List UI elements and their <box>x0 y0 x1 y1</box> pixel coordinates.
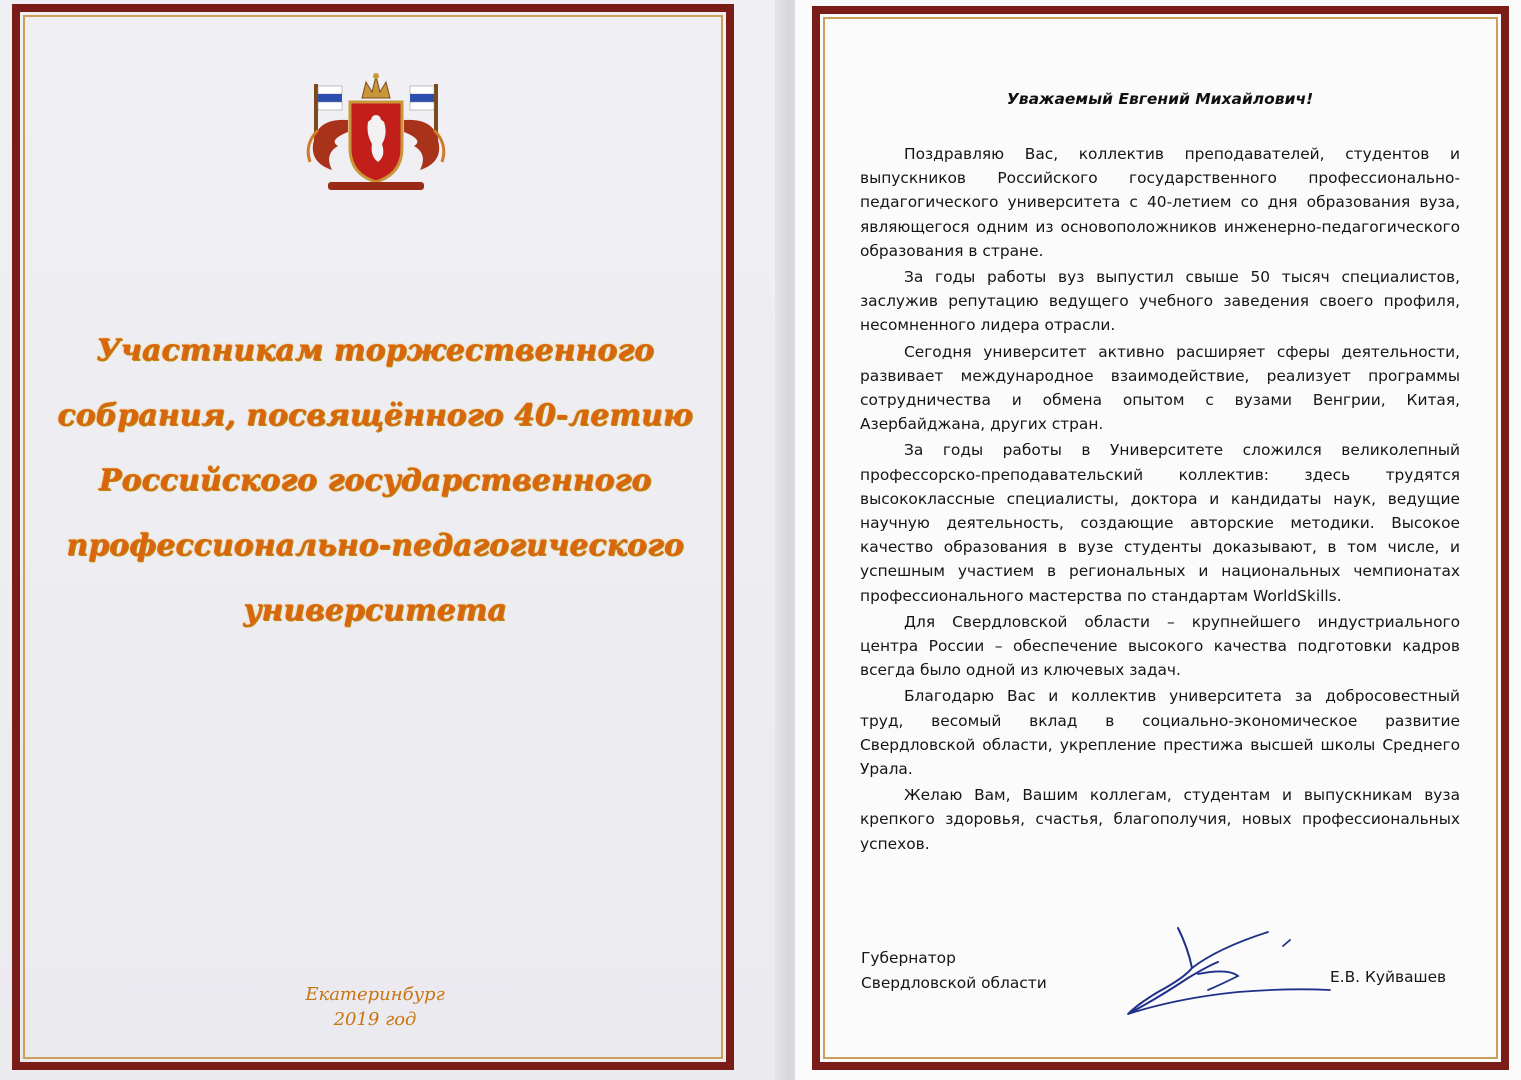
signer-name: Е.В. Куйвашев <box>1330 968 1447 986</box>
signer-title <box>861 946 1121 995</box>
letter-paragraph: Благодарю Вас и коллектив университета за добросовестный труд, весомый вклад в социально-экономическое развитие Свердловской области, укрепление престижа высшей школы Среднего Урала. <box>860 687 1460 779</box>
letter-paragraph: Для Свердловской области – крупнейшего индустриального центра России – обеспечение высокого качества подготовки кадров всегда было одной из ключевых задач. <box>860 612 1460 680</box>
handwritten-signature <box>1118 918 1333 1028</box>
coat-of-arms-icon <box>288 70 464 196</box>
letter-body <box>860 142 1460 858</box>
letter-paragraph: Сегодня университет активно расширяет сферы деятельности, развивает международное взаимодействие, реализует программы сотрудничества и обмена опытом с вузами Венгрии, Китая, Азербайджана, других стран. <box>860 342 1460 434</box>
dedication-line: университета <box>243 593 507 628</box>
letter-paragraph: За годы работы вуз выпустил свыше 50 тысяч специалистов, заслужив репутацию ведущего учебного заведения своего профиля, несомненного лидера отрасли. <box>860 268 1460 335</box>
dedication-line: профессионально-педагогического <box>66 528 684 563</box>
greeting: Уважаемый Евгений Михайлович! <box>1006 90 1314 108</box>
letter-paragraph: Поздравляю Вас, коллектив преподавателей, студентов и выпускников Российского государственного профессионально-педагогического университета с 40-летием со дня образования вуза, являющегося одним из основоположников инженерно-педагогического образования в стране. <box>860 145 1460 260</box>
letter-paragraph: Желаю Вам, Вашим коллегам, студентам и выпускникам вуза крепкого здоровья, счастья, благополучия, новых профессиональных успехов. <box>860 786 1460 853</box>
dedication-title <box>50 318 700 643</box>
signer-title-line: Губернатор <box>861 949 956 967</box>
dedication-line: собрания, посвящённого 40-летию <box>57 398 693 433</box>
dedication-line: Российского государственного <box>98 463 652 498</box>
city: Екатеринбург <box>305 984 445 1005</box>
year: 2019 год <box>333 1009 417 1030</box>
dedication-line: Участникам торжественного <box>95 333 655 368</box>
signer-title-line: Свердловской области <box>861 973 1047 992</box>
letter-paragraph: За годы работы в Университете сложился великолепный профессорско-преподавательский коллектив: здесь трудятся высококлассные специалисты, доктора и кандидаты наук, ведущие научную деятельность, создающие авторские методики. Высокое качество образования в вузе студенты доказывают, в том числе, и успешным участием в региональных и национальных чемпионатах профессионального мастерства по стандартам WorldSkills. <box>860 441 1460 605</box>
place-and-date <box>250 982 500 1032</box>
